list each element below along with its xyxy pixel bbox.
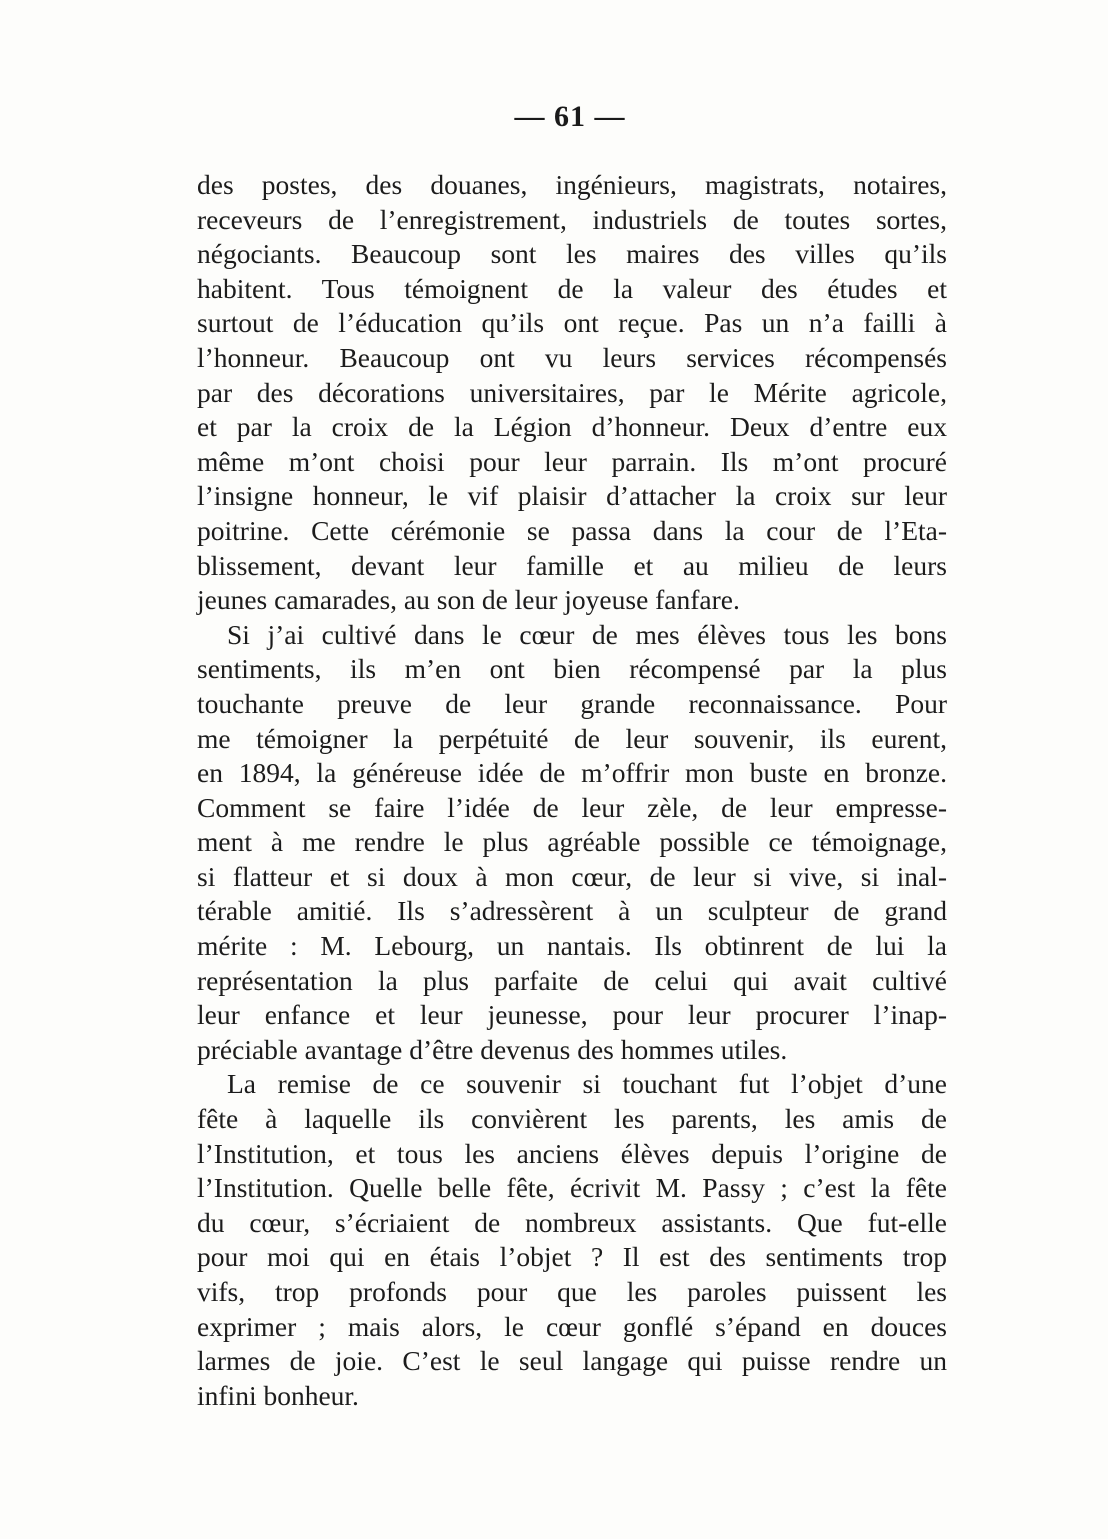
text-line: exprimer ; mais alors, le cœur gonflé s’épand en douces [197, 1310, 947, 1342]
text-line: leur enfance et leur jeunesse, pour leur procurer l’inap- [197, 999, 947, 1031]
text-line: sentiments, ils m’en ont bien récompensé par la plus [197, 653, 947, 685]
text-line: surtout de l’éducation qu’ils ont reçue. Pas un n’a failli à [197, 307, 947, 339]
text-line: ment à me rendre le plus agréable possible ce témoignage, [197, 826, 947, 858]
text-line: Si j’ai cultivé dans le cœur de mes élèves tous les bons [227, 618, 947, 650]
text-line: habitent. Tous témoignent de la valeur des études et [197, 272, 947, 304]
text-line: térable amitié. Ils s’adressèrent à un sculpteur de grand [197, 895, 947, 927]
text-line: négociants. Beaucoup sont les maires des villes qu’ils [197, 238, 947, 270]
text-line: et par la croix de la Légion d’honneur. Deux d’entre eux [197, 411, 947, 443]
text-line: vifs, trop profonds pour que les paroles puissent les [197, 1276, 947, 1307]
text-line: Comment se faire l’idée de leur zèle, de leur empresse- [197, 791, 947, 823]
text-line: infini bonheur. [197, 1379, 359, 1411]
paragraph [197, 1067, 947, 1413]
body-text [197, 168, 947, 1413]
text-line: poitrine. Cette cérémonie se passa dans la cour de l’Eta- [197, 514, 947, 546]
text-line: touchante preuve de leur grande reconnaissance. Pour [197, 687, 947, 719]
text-line: receveurs de l’enregistrement, industriels de toutes sortes, [197, 203, 947, 235]
text-line: si flatteur et si doux à mon cœur, de leur si vive, si inal- [197, 860, 947, 892]
text-line: représentation la plus parfaite de celui qui avait cultivé [197, 964, 947, 996]
paragraph [197, 618, 947, 1068]
text-line: en 1894, la généreuse idée de m’offrir mon buste en bronze. [197, 757, 947, 789]
text-line: La remise de ce souvenir si touchant fut l’objet d’une [227, 1068, 947, 1100]
text-line: blissement, devant leur famille et au milieu de leurs [197, 549, 947, 581]
text-line: fête à laquelle ils convièrent les parents, les amis de [197, 1103, 947, 1135]
text-line: même m’ont choisi pour leur parrain. Ils m’ont procuré [197, 445, 947, 477]
paragraph [197, 168, 947, 618]
page-number: — 61 — [514, 100, 626, 133]
text-line: pour moi qui en étais l’objet ? Il est des sentiments trop [197, 1241, 947, 1273]
text-line: jeunes camarades, au son de leur joyeuse fanfare. [197, 584, 740, 616]
text-line: l’Institution, et tous les anciens élèves depuis l’origine de [197, 1137, 947, 1169]
text-line: mérite : M. Lebourg, un nantais. Ils obtinrent de lui la [197, 930, 947, 962]
text-line: l’insigne honneur, le vif plaisir d’attacher la croix sur leur [197, 480, 947, 512]
text-line: préciable avantage d’être devenus des hommes utiles. [197, 1033, 788, 1065]
text-line: du cœur, s’écriaient de nombreux assistants. Que fut-elle [197, 1206, 947, 1238]
text-line: l’honneur. Beaucoup ont vu leurs services récompensés [197, 341, 947, 373]
text-line: larmes de joie. C’est le seul langage qui puisse rendre un [197, 1345, 947, 1377]
text-line: des postes, des douanes, ingénieurs, magistrats, notaires, [197, 169, 947, 200]
text-line: par des décorations universitaires, par le Mérite agricole, [197, 376, 947, 408]
text-line: me témoigner la perpétuité de leur souvenir, ils eurent, [197, 722, 947, 754]
text-line: l’Institution. Quelle belle fête, écrivit M. Passy ; c’est la fête [197, 1172, 947, 1204]
